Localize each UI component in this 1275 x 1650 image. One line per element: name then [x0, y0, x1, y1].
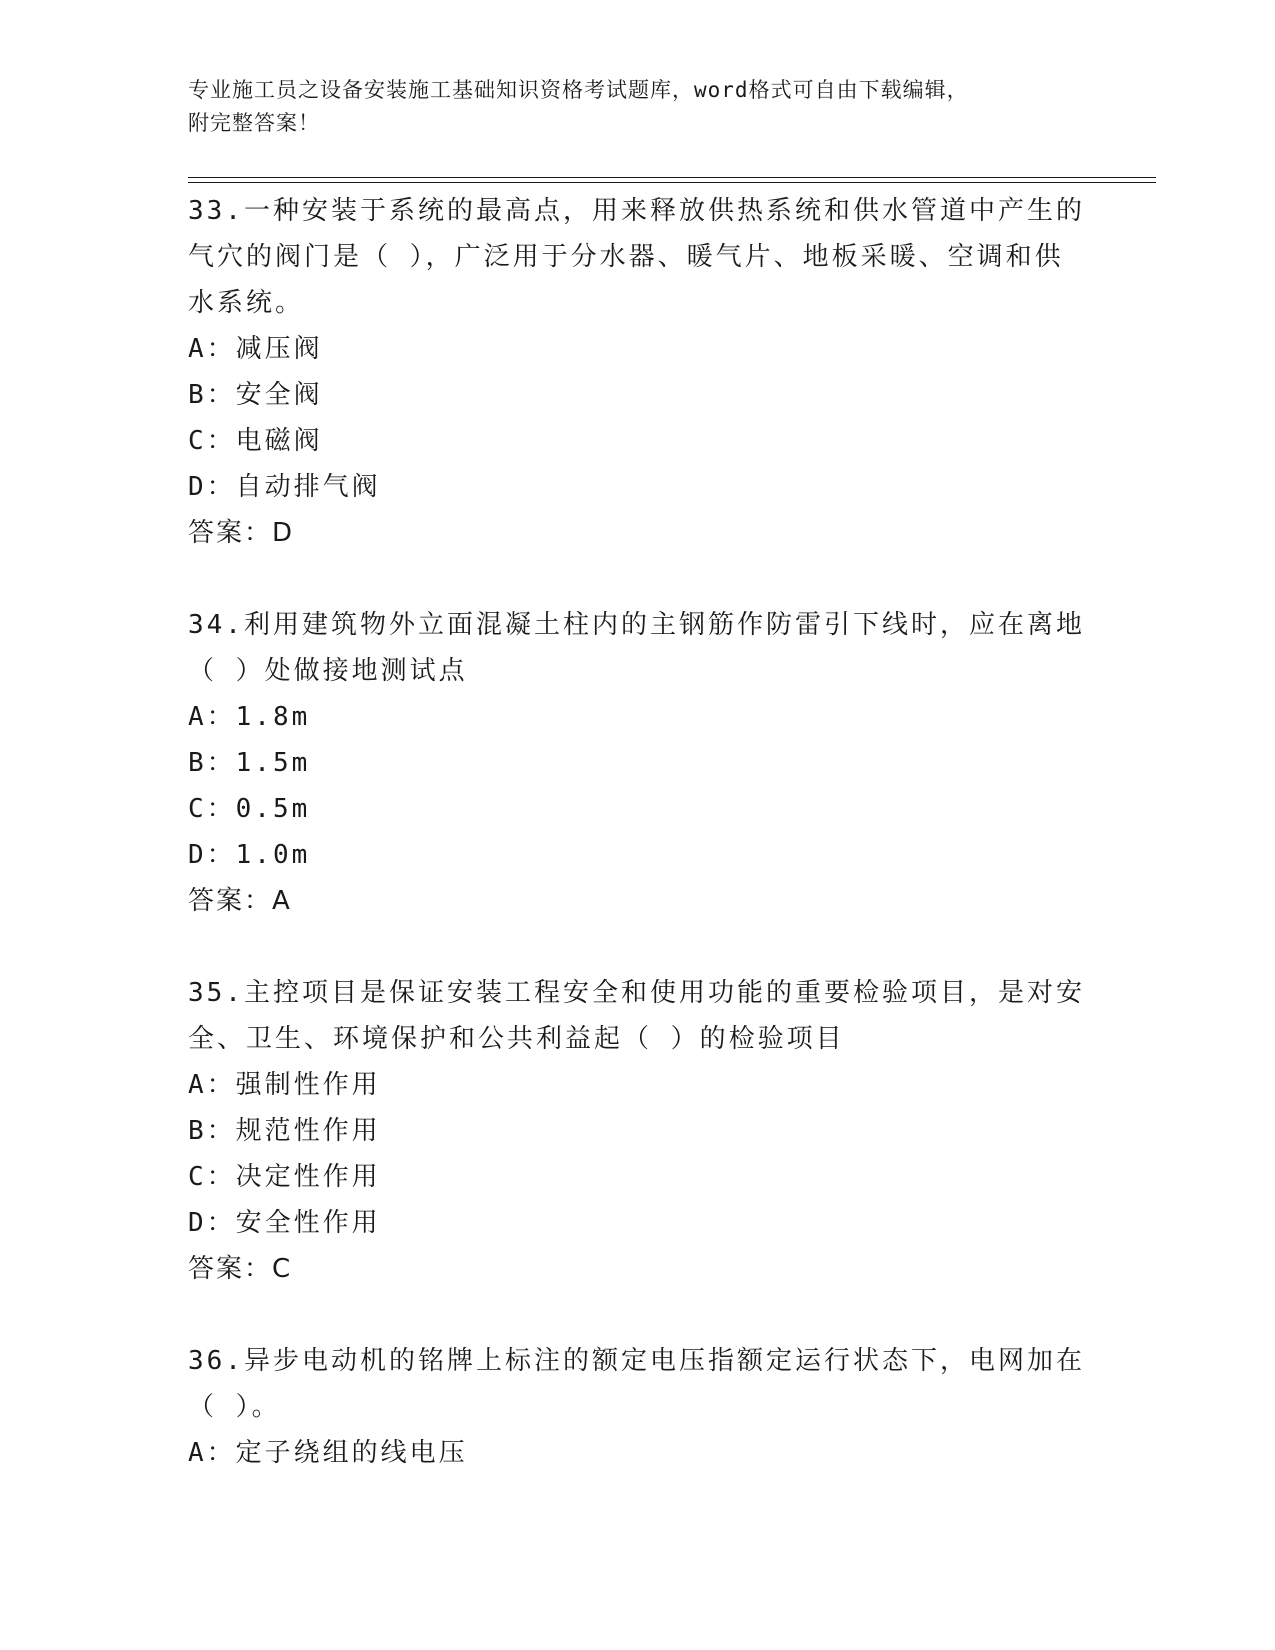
- option-b: B：规范性作用: [188, 1116, 381, 1146]
- document-header: [188, 74, 1088, 140]
- question-gap: [188, 1292, 1088, 1338]
- question-text: 36.异步电动机的铭牌上标注的额定电压指额定运行状态下，电网加在（ ）。: [188, 1346, 1085, 1422]
- question-gap: [188, 924, 1088, 970]
- question-34: [188, 602, 1088, 924]
- question-33: [188, 188, 1088, 556]
- question-36: [188, 1338, 1088, 1476]
- header-divider-top: [188, 177, 1156, 178]
- header-line-2: 附完整答案！: [188, 111, 320, 135]
- option-d: D：1.0m: [188, 840, 311, 870]
- option-a: A：强制性作用: [188, 1070, 381, 1100]
- option-d: D：自动排气阀: [188, 472, 381, 502]
- option-a: A：减压阀: [188, 334, 323, 364]
- question-text: 33.一种安装于系统的最高点，用来释放供热系统和供水管道中产生的气穴的阀门是（ ），广泛用于分水器、暖气片、地板采暖、空调和供水系统。: [188, 196, 1085, 318]
- header-divider-bottom: [188, 182, 1156, 183]
- question-list: [188, 188, 1088, 1476]
- answer-line: 答案：A: [188, 886, 292, 916]
- option-c: C：0.5m: [188, 794, 311, 824]
- option-d: D：安全性作用: [188, 1208, 381, 1238]
- question-text: 35.主控项目是保证安装工程安全和使用功能的重要检验项目，是对安全、卫生、环境保护和公共利益起（ ）的检验项目: [188, 978, 1085, 1054]
- option-a: A：定子绕组的线电压: [188, 1438, 468, 1468]
- option-c: C：电磁阀: [188, 426, 323, 456]
- answer-line: 答案：C: [188, 1254, 293, 1284]
- option-b: B：安全阀: [188, 380, 323, 410]
- question-gap: [188, 556, 1088, 602]
- answer-line: 答案：D: [188, 518, 295, 548]
- option-a: A：1.8m: [188, 702, 311, 732]
- option-c: C：决定性作用: [188, 1162, 381, 1192]
- question-text: 34.利用建筑物外立面混凝土柱内的主钢筋作防雷引下线时，应在离地（ ）处做接地测试点: [188, 610, 1085, 686]
- header-line-1: 专业施工员之设备安装施工基础知识资格考试题库，word格式可自由下载编辑，: [188, 78, 969, 102]
- option-b: B：1.5m: [188, 748, 311, 778]
- question-35: [188, 970, 1088, 1292]
